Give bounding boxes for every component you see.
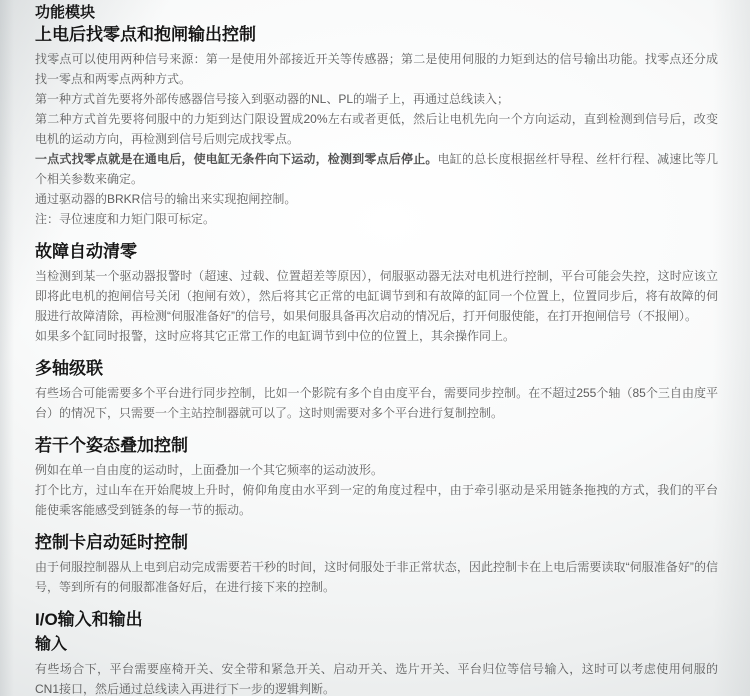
- section-heading-find-zero: 上电后找零点和抱闸输出控制: [35, 25, 256, 44]
- paragraph: 例如在单一自由度的运动时，上面叠加一个其它频率的运动波形。: [35, 463, 384, 477]
- paragraph: 有些场合可能需要多个平台进行同步控制，比如一个影院有多个自由度平台，需要同步控制。在不超过255个轴（85个三自由度平台）的情况下，只需要一个主站控制器就可以了。这时则需要对多个平台进行复制控制。: [35, 386, 718, 420]
- sub-heading-input: 输入: [35, 636, 68, 653]
- section-delay-start: [35, 532, 718, 597]
- note-line: 注：寻位速度和力矩门限可标定。: [35, 212, 216, 226]
- paragraph: 打个比方，过山车在开始爬坡上升时，俯仰角度由水平到一定的角度过程中，由于牵引驱动是采用链条拖拽的方式，我们的平台能使乘客能感受到链条的每一节的振动。: [35, 483, 718, 517]
- paragraph: 当检测到某一个驱动器报警时（超速、过载、位置超差等原因），伺服驱动器无法对电机进行控制，平台可能会失控，这时应该立即将此电机的抱闸信号关闭（抱闸有效），然后将其它正常的电缸调节到和有故障的缸同一个位置上，位置同步后，将有故障的伺服进行故障清除，再检测“伺服准备好”的信号，如果伺服具备再次启动的情况后，打开伺服使能，在打开抱闸信号（不报闸）。: [35, 269, 718, 323]
- paragraph: 第一种方式首先要将外部传感器信号接入到驱动器的NL、PL的端子上，再通过总线读入；: [35, 92, 510, 106]
- section-heading-delay-start: 控制卡启动延时控制: [35, 533, 188, 552]
- paragraph: [35, 149, 718, 189]
- paragraph-continuation: 电缸的总长度根据丝杆导程、丝杆行程、减速比等几个相关参数来确定。: [35, 152, 718, 186]
- section-heading-io: I/O输入和输出: [35, 610, 143, 629]
- emphasized-sentence: 一点式找零点就是在通电后，使电缸无条件向下运动，检测到零点后停止。: [35, 152, 438, 166]
- section-heading-fault-clear: 故障自动清零: [35, 242, 137, 261]
- section-find-zero: [35, 24, 718, 229]
- page-title: 功能模块: [35, 4, 96, 21]
- section-pose-overlay: [35, 435, 718, 520]
- paragraph: 找零点可以使用两种信号来源：第一是使用外部接近开关等传感器；第二是使用伺服的力矩到达的信号输出功能。找零点还分成找一零点和两零点两种方式。: [35, 52, 718, 86]
- section-multi-axis: [35, 358, 718, 423]
- section-heading-pose-overlay: 若干个姿态叠加控制: [35, 436, 188, 455]
- paragraph: 由于伺服控制器从上电到启动完成需要若干秒的时间，这时伺服处于非正常状态，因此控制卡在上电后需要读取“伺服准备好”的信号，等到所有的伺服都准备好后，在进行接下来的控制。: [35, 560, 718, 594]
- paragraph: 第二种方式首先要将伺服中的力矩到达门限设置成20%左右或者更低，然后让电机先向一个方向运动，直到检测到信号后，改变电机的运动方向，再检测到信号后则完成找零点。: [35, 112, 718, 146]
- section-fault-clear: [35, 241, 718, 346]
- paragraph: 通过驱动器的BRKR信号的输出来实现抱闸控制。: [35, 192, 297, 206]
- section-io: [35, 609, 718, 696]
- paragraph: 如果多个缸同时报警，这时应将其它正常工作的电缸调节到中位的位置上，其余操作同上。: [35, 329, 516, 343]
- paragraph: 有些场合下，平台需要座椅开关、安全带和紧急开关、启动开关、选片开关、平台归位等信号输入，这时可以考虑使用伺服的CN1接口，然后通过总线读入再进行下一步的逻辑判断。: [35, 662, 718, 696]
- section-heading-multi-axis: 多轴级联: [35, 359, 103, 378]
